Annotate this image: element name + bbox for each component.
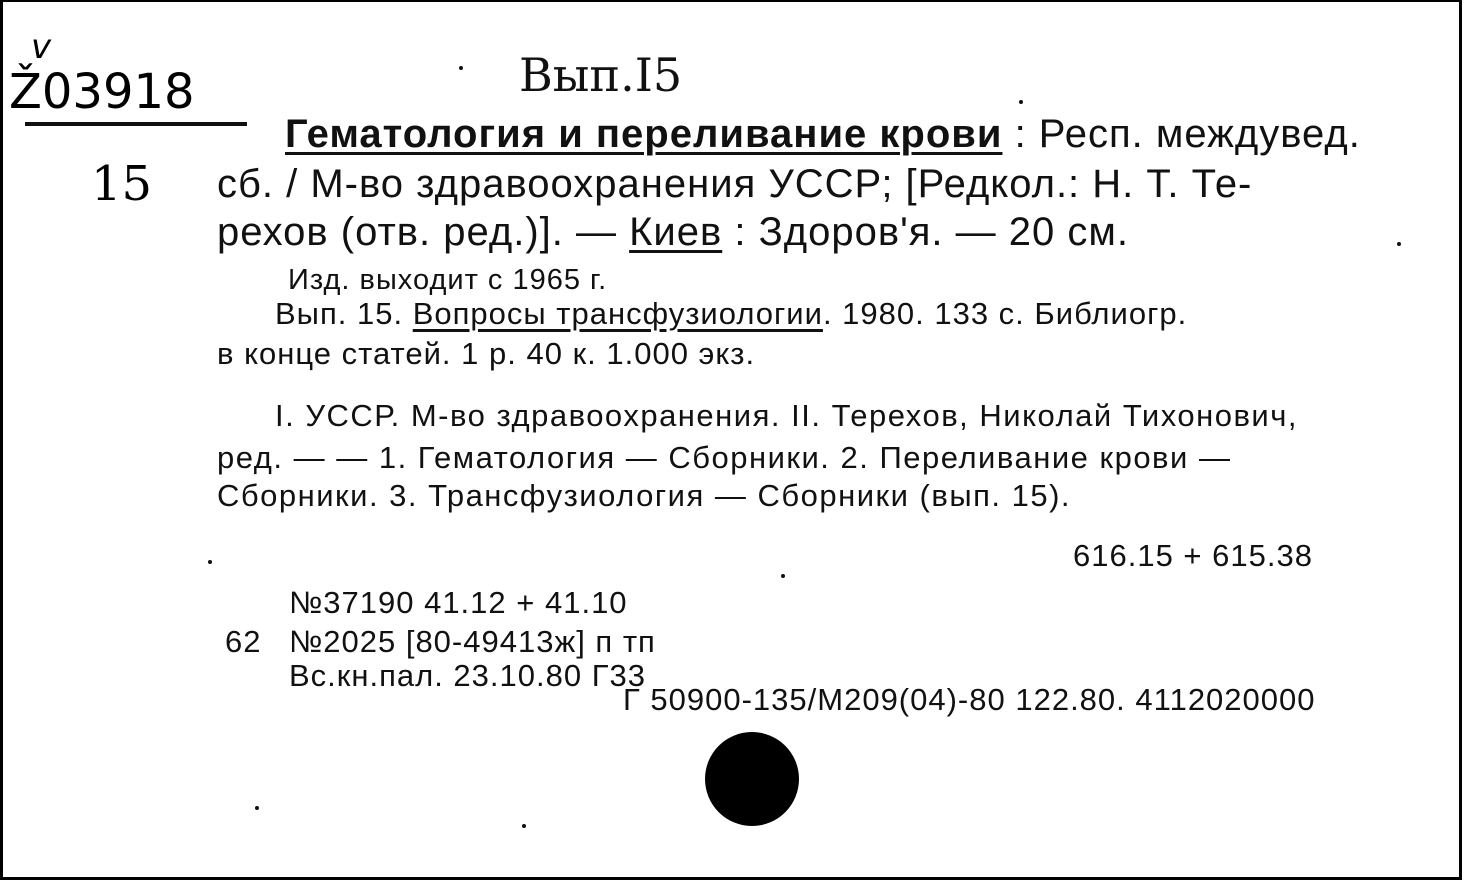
card-punch-hole <box>705 732 799 826</box>
note-issue <box>275 298 1187 329</box>
title-line-3 <box>217 212 1129 252</box>
footer-line-1: №37190 41.12 + 41.10 <box>289 585 628 620</box>
footer-line-4: Г 50900-135/М209(04)-80 122.80. 4112020000 <box>623 682 1316 717</box>
publication-city: Киев <box>629 210 723 254</box>
footer-line-2-number: 62 <box>225 624 262 659</box>
work-title: Гематология и переливание крови <box>285 112 1003 156</box>
title-line-3-start: рехов (отв. ред.)]. — <box>217 210 630 254</box>
title-line-2: сб. / М-во здравоохранения УССР; [Редкол.: Н. Т. Те- <box>217 162 1253 206</box>
note-since: Изд. выходит с 1965 г. <box>288 264 608 296</box>
shelf-number-underline <box>25 122 247 126</box>
note-issue-prefix: Вып. 15. <box>275 296 413 331</box>
speck <box>522 824 526 828</box>
speck <box>1019 100 1023 104</box>
footer-line-2: №2025 [80-49413ж] п тп <box>289 624 656 659</box>
speck <box>781 574 785 578</box>
handwritten-mark: v <box>31 27 52 67</box>
subject-line-3: Сборники. 3. Трансфузиология — Сборники (вып. 15). <box>217 478 1072 513</box>
note-issue-title: Вопросы трансфузиологии <box>412 296 823 331</box>
title-rest: : Респ. междувед. <box>1002 112 1361 156</box>
speck <box>208 560 212 564</box>
issue-label: Вып.I5 <box>519 48 683 102</box>
handwritten-shelf-number: Ž03918 <box>9 64 195 120</box>
note-issue-rest: . 1980. 133 с. Библиогр. <box>822 296 1188 331</box>
note-end: в конце статей. 1 р. 40 к. 1.000 экз. <box>217 336 756 371</box>
speck <box>255 806 259 810</box>
footer-line-3: Вс.кн.пал. 23.10.80 Г33 <box>289 658 646 693</box>
handwritten-issue-number: 15 <box>91 156 153 212</box>
udc-classification: 616.15 + 615.38 <box>1073 538 1313 573</box>
speck <box>459 66 463 70</box>
subject-line-2: ред. — — 1. Гематология — Сборники. 2. Переливание крови — <box>217 440 1232 475</box>
title-line-3-end: : Здоров'я. — 20 см. <box>722 210 1129 254</box>
title-line-1 <box>285 114 1361 154</box>
subject-line-1: I. УССР. М-во здравоохранения. II. Терехов, Николай Тихонович, <box>275 398 1299 433</box>
speck <box>1397 242 1401 246</box>
